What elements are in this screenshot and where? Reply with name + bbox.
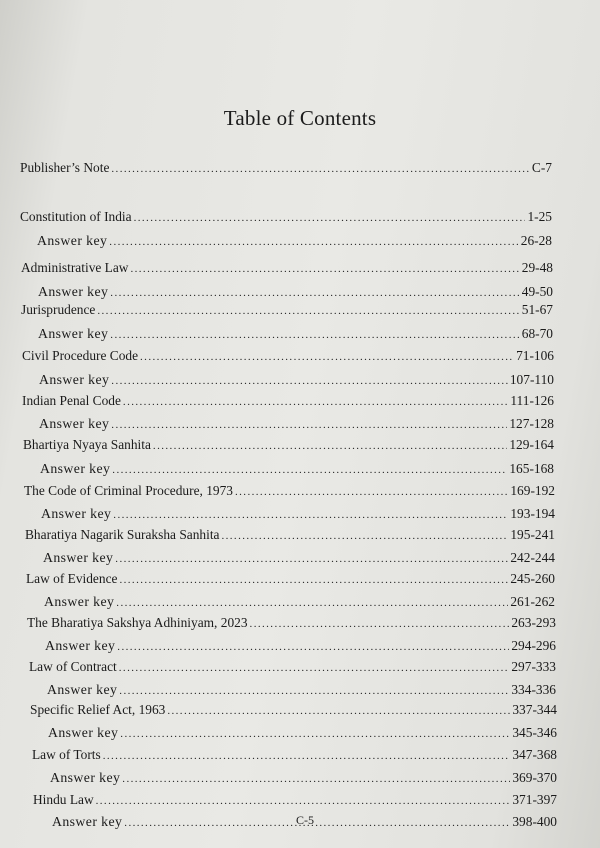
- toc-entry-pages: 261-262: [510, 594, 555, 609]
- dot-leader: [122, 773, 510, 785]
- toc-entry-label: Answer key: [50, 770, 121, 785]
- toc-entry-label: Answer key: [39, 372, 110, 387]
- toc-subentry: [50, 770, 557, 786]
- toc-entry-pages: 195-241: [510, 527, 555, 542]
- toc-entry-label: Law of Contract: [29, 659, 117, 674]
- toc-subentry: [48, 725, 557, 741]
- dot-leader: [117, 641, 509, 653]
- toc-subentry: [38, 326, 553, 342]
- toc-entry-label: Law of Evidence: [26, 571, 118, 586]
- dot-leader: [115, 553, 508, 565]
- toc-entry-label: Jurisprudence: [21, 302, 96, 317]
- toc-subentry: [44, 594, 555, 610]
- dot-leader: [221, 530, 508, 542]
- toc-entry-label: Hindu Law: [33, 792, 94, 807]
- toc-entry-pages: 49-50: [521, 284, 553, 299]
- dot-leader: [123, 396, 508, 408]
- toc-entry-label: The Bharatiya Sakshya Adhiniyam, 2023: [27, 615, 248, 630]
- toc-entry-label: Answer key: [37, 233, 108, 248]
- page-title: Table of Contents: [223, 106, 377, 130]
- toc-entry-label: Law of Torts: [32, 747, 101, 762]
- toc-entry-pages: 294-296: [511, 638, 556, 653]
- toc-entry-label: Answer key: [40, 461, 111, 476]
- toc-entry-pages: 369-370: [512, 770, 557, 785]
- toc-entry-pages: 107-110: [509, 372, 554, 387]
- toc-entry-label: Answer key: [45, 638, 116, 653]
- dot-leader: [119, 662, 510, 674]
- toc-entry-pages: 371-397: [512, 792, 557, 807]
- page-number: C-5: [296, 813, 314, 827]
- toc-entry-label: Bhartiya Nyaya Sanhita: [23, 437, 151, 452]
- dot-leader: [111, 375, 508, 387]
- toc-entry-label: Answer key: [47, 682, 118, 697]
- toc-entry-pages: 334-336: [511, 682, 556, 697]
- toc-subentry: [47, 682, 556, 698]
- toc-entry: [20, 209, 552, 225]
- toc-entry-pages: 345-346: [512, 725, 557, 740]
- toc-entry-pages: 245-260: [510, 571, 555, 586]
- dot-leader: [110, 329, 519, 341]
- toc-entry-label: Answer key: [38, 284, 109, 299]
- dot-leader: [167, 705, 510, 717]
- toc-entry-pages: 347-368: [512, 747, 557, 762]
- toc-entry-pages: C-7: [531, 160, 552, 175]
- toc-entry-label: Answer key: [43, 550, 114, 565]
- toc-entry-pages: 71-106: [516, 348, 554, 363]
- dot-leader: [112, 464, 507, 476]
- dot-leader: [153, 440, 507, 452]
- toc-entry: [29, 659, 556, 675]
- toc-entry-label: The Code of Criminal Procedure, 1973: [24, 483, 233, 498]
- dot-leader: [134, 212, 526, 224]
- dot-leader: [119, 574, 508, 586]
- toc-entry-pages: 169-192: [510, 483, 555, 498]
- toc-entry: [24, 483, 555, 499]
- dot-leader: [140, 351, 514, 363]
- dot-leader: [235, 486, 508, 498]
- toc-entry: [27, 615, 556, 631]
- toc-entry-pages: 111-126: [510, 393, 554, 408]
- toc-entry-pages: 297-333: [511, 659, 556, 674]
- dot-leader: [97, 305, 519, 317]
- toc-entry: [23, 437, 554, 453]
- toc-subentry: [37, 233, 552, 249]
- toc-entry-label: Specific Relief Act, 1963: [30, 702, 166, 717]
- toc-entry-pages: 68-70: [521, 326, 553, 341]
- dot-leader: [111, 419, 507, 431]
- dot-leader: [113, 509, 508, 521]
- toc-entry: [21, 302, 553, 318]
- toc-subentry: [38, 284, 553, 300]
- toc-subentry: [39, 416, 554, 432]
- toc-subentry: [43, 550, 555, 566]
- toc-entry-label: Bharatiya Nagarik Suraksha Sanhita: [25, 527, 220, 542]
- toc-entry-pages: 193-194: [510, 506, 555, 521]
- dot-leader: [120, 728, 510, 740]
- toc-entry: [32, 747, 557, 763]
- dot-leader: [130, 263, 519, 275]
- toc-entry-pages: 29-48: [521, 260, 553, 275]
- toc-entry-label: Answer key: [44, 594, 115, 609]
- toc-entry-label: Constitution of India: [20, 209, 132, 224]
- toc-entry-label: Answer key: [39, 416, 110, 431]
- toc-entry-label: Publisher’s Note: [20, 160, 110, 175]
- dot-leader: [110, 287, 519, 299]
- toc-entry-pages: 165-168: [509, 461, 554, 476]
- toc-entry: [20, 160, 552, 176]
- toc-subentry: [40, 461, 554, 477]
- toc-entry-label: Indian Penal Code: [22, 393, 121, 408]
- toc-subentry: [41, 506, 555, 522]
- toc-subentry: [45, 638, 556, 654]
- toc-entry-pages: 1-25: [527, 209, 552, 224]
- toc-entry-pages: 398-400: [512, 814, 557, 829]
- toc-entry-label: Administrative Law: [21, 260, 129, 275]
- toc-entry: [22, 393, 554, 409]
- toc-entry: [21, 260, 553, 276]
- toc-entry-pages: 51-67: [521, 302, 553, 317]
- dot-leader: [119, 685, 509, 697]
- toc-subentry: [39, 372, 554, 388]
- toc-entry-pages: 129-164: [509, 437, 554, 452]
- toc-entry-pages: 127-128: [509, 416, 554, 431]
- toc-entry: [22, 348, 554, 364]
- toc-entry-pages: 26-28: [520, 233, 552, 248]
- toc-entry-label: Answer key: [38, 326, 109, 341]
- dot-leader: [96, 795, 511, 807]
- toc-entry: [26, 571, 555, 587]
- toc-entry: [33, 792, 557, 808]
- toc-entry: [25, 527, 555, 543]
- dot-leader: [250, 618, 510, 630]
- toc-entry-label: Answer key: [52, 814, 123, 829]
- toc-entry-pages: 337-344: [512, 702, 557, 717]
- dot-leader: [111, 163, 530, 175]
- toc-entry-label: Answer key: [41, 506, 112, 521]
- dot-leader: [109, 236, 518, 248]
- toc-entry-label: Answer key: [48, 725, 119, 740]
- toc-entry-pages: 242-244: [510, 550, 555, 565]
- toc-entry-label: Civil Procedure Code: [22, 348, 139, 363]
- dot-leader: [116, 597, 508, 609]
- dot-leader: [103, 750, 511, 762]
- toc-entry: [30, 702, 557, 718]
- toc-entry-pages: 263-293: [511, 615, 556, 630]
